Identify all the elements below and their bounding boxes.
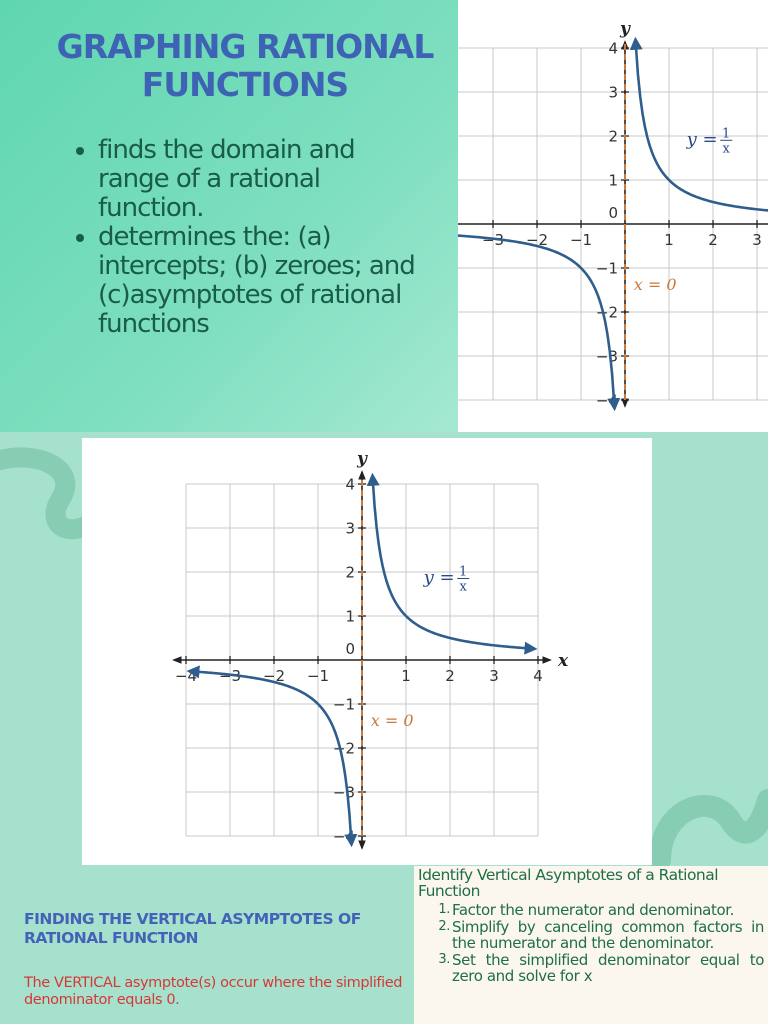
y-tick-label: −4 — [595, 391, 618, 410]
x-tick-label: 4 — [533, 667, 543, 685]
y-tick-label: −1 — [332, 695, 355, 714]
step-number: 3. — [438, 952, 450, 967]
y-tick-label: −3 — [595, 347, 618, 366]
x-tick-label: −2 — [262, 667, 286, 685]
curve-negative-branch — [190, 671, 351, 843]
objectives-list — [70, 136, 428, 339]
step-text: Factor the numerator and denominator. — [452, 901, 734, 919]
steps-list — [418, 902, 764, 985]
y-tick-label: 4 — [345, 475, 355, 494]
y-tick-label: 1 — [608, 171, 618, 190]
y-tick-label: 3 — [345, 519, 355, 538]
y-tick-label: 4 — [608, 39, 618, 58]
graph-bottom — [82, 438, 652, 865]
section-note: The VERTICAL asymptote(s) occur where the simplified denominator equals 0. — [24, 975, 403, 1008]
decorative-swirl-right — [650, 770, 768, 870]
x-tick-label: −1 — [306, 667, 330, 685]
graph-bottom-svg — [82, 438, 652, 865]
x-axis-label: x — [558, 651, 569, 671]
x-tick-label: −3 — [481, 231, 505, 249]
y-tick-label: 1 — [345, 607, 355, 626]
steps-box — [414, 866, 768, 1024]
x-tick-label: 2 — [708, 231, 718, 249]
y-axis-label: y — [620, 19, 630, 39]
y-axis-label: y — [357, 449, 367, 469]
y-tick-label: −3 — [332, 783, 355, 802]
steps-title: Identify Vertical Asymptotes of a Rational Function — [418, 866, 719, 900]
x-tick-label: −3 — [218, 667, 242, 685]
y-tick-label: −1 — [595, 259, 618, 278]
step-item — [418, 952, 764, 984]
x-tick-label: 1 — [664, 231, 674, 249]
objective-item: • finds the domain and range of a rational function. — [98, 136, 428, 223]
equation-denominator: x — [459, 579, 467, 595]
step-text: Simplify by canceling common factors in the numerator and the denominator. — [452, 918, 764, 952]
curve-negative-branch — [458, 234, 614, 408]
objective-item: • determines the: (a) intercepts; (b) zeroes; and (c)asymptotes of rational functions — [98, 223, 428, 339]
y-tick-label: −2 — [595, 303, 618, 322]
curve-positive-branch — [636, 41, 768, 215]
y-tick-label: −4 — [332, 827, 355, 846]
origin-label: 0 — [608, 204, 618, 222]
page-title: GRAPHING RATIONAL FUNCTIONS — [56, 27, 434, 104]
x-tick-label: 3 — [489, 667, 499, 685]
equation-lhs: y = — [423, 567, 455, 588]
x-tick-label: 2 — [445, 667, 455, 685]
x-tick-label: −1 — [569, 231, 593, 249]
x-tick-label: 1 — [401, 667, 411, 685]
step-item — [418, 919, 764, 951]
section-heading: FINDING THE VERTICAL ASYMPTOTES OF RATIONAL FUNCTION — [24, 910, 361, 947]
step-item — [418, 902, 764, 918]
step-text: Set the simplified denominator equal to zero and solve for x — [452, 951, 764, 985]
equation-lhs: y = — [686, 128, 718, 150]
equation-denominator: x — [722, 141, 730, 157]
graph-top — [458, 0, 768, 432]
y-tick-label: 2 — [345, 563, 355, 582]
x-tick-label: −4 — [174, 667, 198, 685]
step-number: 2. — [438, 919, 450, 934]
y-tick-label: 3 — [608, 83, 618, 102]
y-tick-label: −2 — [332, 739, 355, 758]
origin-label: 0 — [345, 640, 355, 658]
graph-top-svg — [458, 0, 768, 432]
x-tick-label: −2 — [525, 231, 549, 249]
y-tick-label: 2 — [608, 127, 618, 146]
equation-numerator: 1 — [722, 126, 731, 142]
x-tick-label: 3 — [752, 231, 762, 249]
step-number: 1. — [438, 902, 450, 917]
asymptote-label: x = 0 — [633, 275, 677, 294]
curve-positive-branch — [373, 477, 534, 649]
equation-numerator: 1 — [459, 564, 468, 580]
asymptote-label: x = 0 — [370, 711, 414, 730]
